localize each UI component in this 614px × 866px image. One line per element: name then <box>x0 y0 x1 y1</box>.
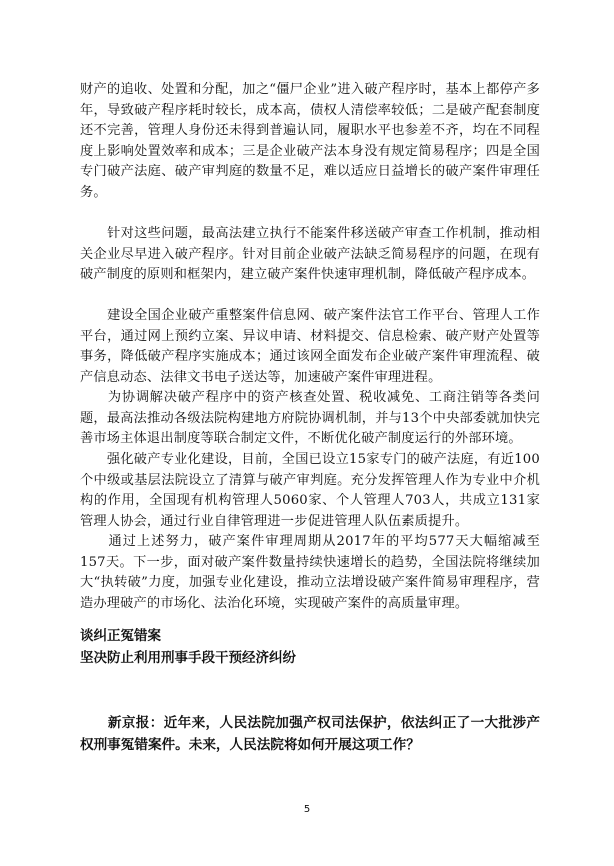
paragraph-4: 为协调解决破产程序中的资产核查处置、税收减免、工商注销等各类问题，最高法推动各级法院构建地方府院协调机制，并与13个中央部委就加快完善市场主体退出制度等联合制定文件，不断优化破产制度运行的外部环境。 <box>80 390 540 446</box>
paragraph-2: 针对这些问题，最高法建立执行不能案件移送破产审查工作机制，推动相关企业尽早进入破产程序。针对目前企业破产法缺乏简易程序的问题，在现有破产制度的原则和框架内，建立破产案件快速审理机制，降低破产程序成本。 <box>80 226 540 282</box>
interview-question: 新京报：近年来，人民法院加强产权司法保护，依法纠正了一大批涉产权刑事冤错案件。未来，人民法院将如何开展这项工作？ <box>80 715 540 753</box>
paragraph-3: 建设全国企业破产重整案件信息网、破产案件法官工作平台、管理人工作平台，通过网上预约立案、异议申请、材料提交、信息检索、破产财产处置等事务，降低破产程序实施成本；通过该网全面发布企业破产案件审理流程、破产信息动态、法律文书电子送达等，加速破产案件审理进程。 <box>80 308 540 385</box>
paragraph-5: 强化破产专业化建设，目前，全国已设立15家专门的破产法庭，有近100个中级或基层法院设立了清算与破产审判庭。充分发挥管理人作为专业中介机构的作用，全国现有机构管理人5060家、个人管理人703人，共成立131家管理人协会，通过行业自律管理进一步促进管理人队伍素质提升。 <box>80 452 540 529</box>
paragraph-6: 通过上述努力，破产案件审理周期从2017年的平均577天大幅缩减至157天。下一步，面对破产案件数量持续快速增长的趋势，全国法院将继续加大“执转破”力度，加强专业化建设，推动立法增设破产案件简易审理程序，营造办理破产的市场化、法治化环境，实现破产案件的高质量审理。 <box>80 534 540 611</box>
page-number: 5 <box>303 804 311 815</box>
paragraph-1: 财产的追收、处置和分配，加之“僵尸企业”进入破产程序时，基本上都停产多年，导致破产程序耗时较长，成本高，债权人清偿率较低；二是破产配套制度还不完善，管理人身份还未得到普遍认同，履职水平也参差不齐，均在不同程度上影响处置效率和成本；三是企业破产法本身没有规定简易程序；四是全国专门破产法庭、破产审判庭的数量不足，难以适应日益增长的破产案件审理任务。 <box>80 82 540 200</box>
section-title: 谈纠正冤错案 <box>80 628 161 644</box>
section-subtitle: 坚决防止利用刑事手段干预经济纠纷 <box>80 650 296 666</box>
